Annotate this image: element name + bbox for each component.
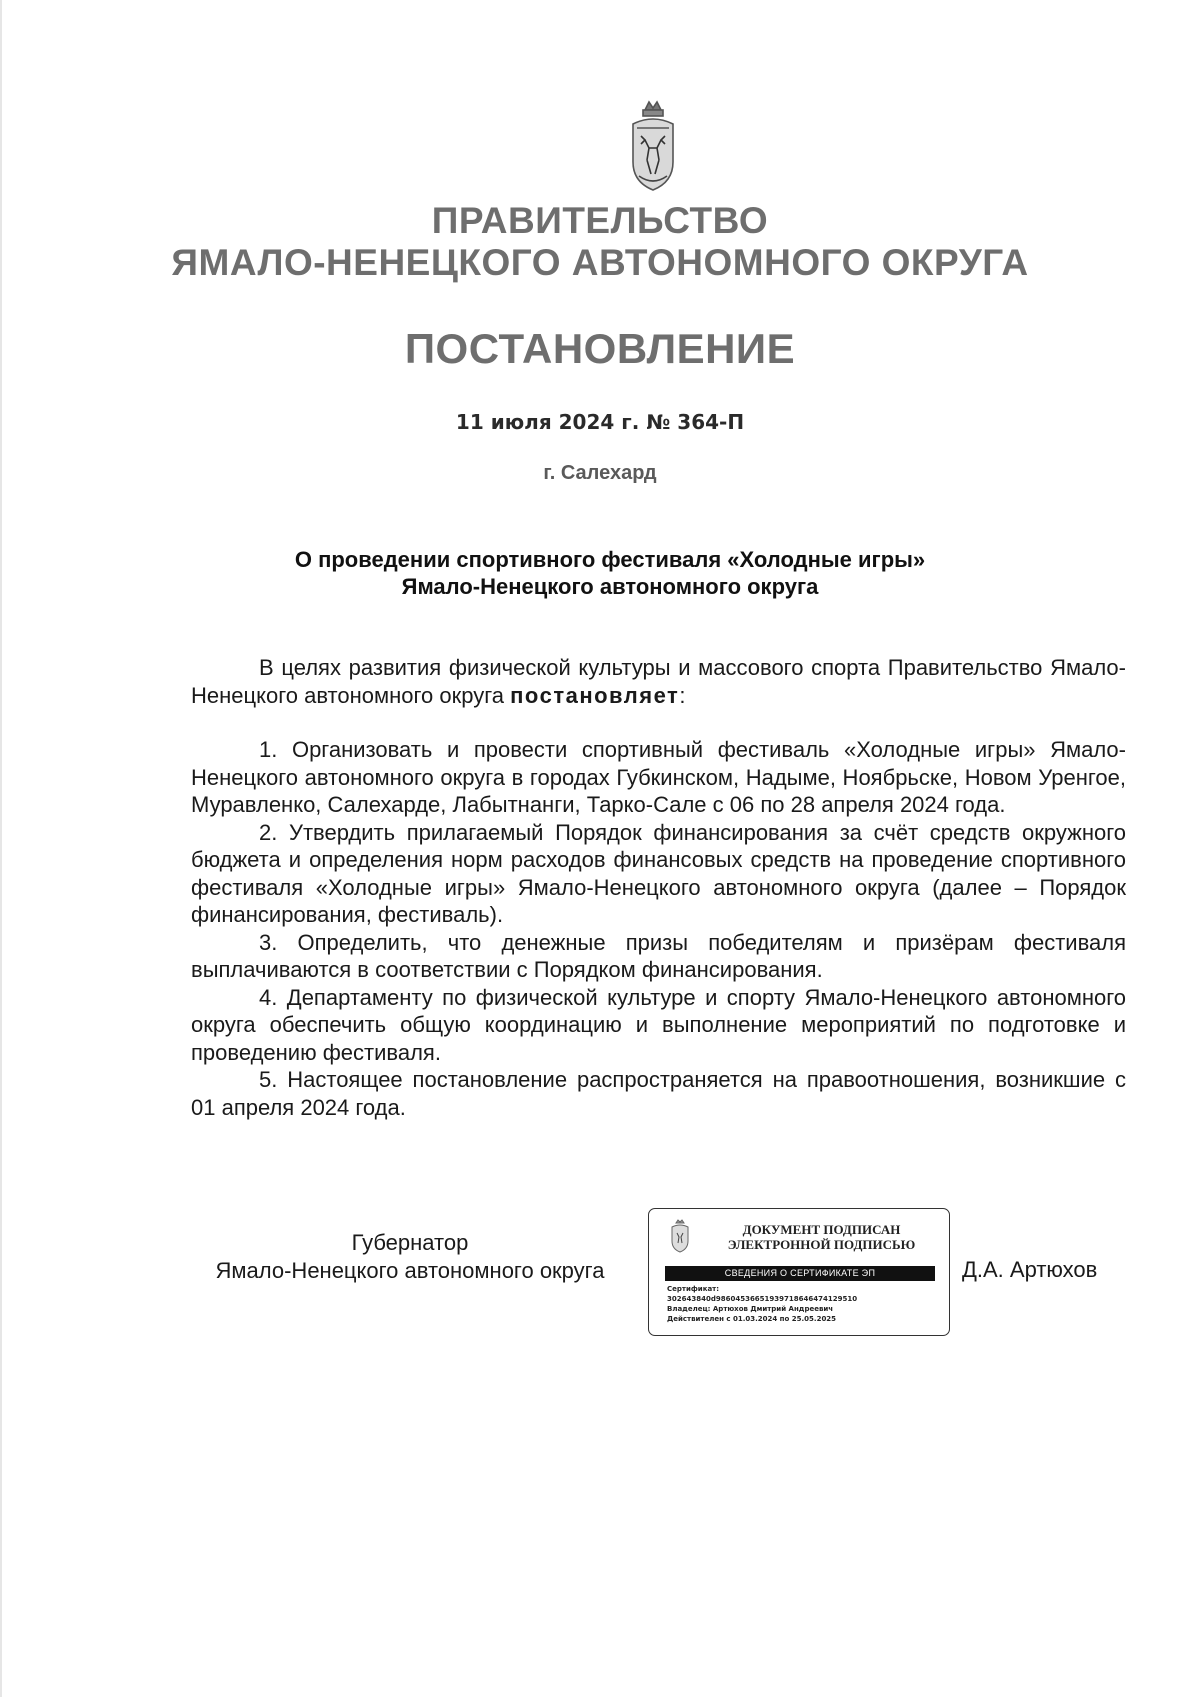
- organization-title-line2: ЯМАЛО-НЕНЕЦКОГО АВТОНОМНОГО ОКРУГА: [171, 242, 1029, 283]
- stamp-cert-number: 302643840d98604536651939718646474129510: [667, 1295, 858, 1303]
- resolution-item: 1. Организовать и провести спортивный фестиваль «Холодные игры» Ямало-Ненецкого автономного округа в городах Губкинском, Надыме, Ноябрьске, Новом Уренгое, Муравленко, Салехарде, Лабытнанги, Тарко-Сале с 06 по 28 апреля 2024 года.: [191, 737, 1126, 817]
- preamble-keyword: постановляет: [510, 682, 680, 708]
- document-type: ПОСТАНОВЛЕНИЕ: [404, 325, 796, 372]
- signatory-position-line2: Ямало-Ненецкого автономного округа: [215, 1258, 605, 1283]
- resolution-items: [191, 736, 1126, 1121]
- document-city: г. Салехард: [543, 462, 657, 484]
- preamble-tail: :: [679, 682, 686, 708]
- signatory-position-line1: Губернатор: [351, 1230, 469, 1255]
- signatory-position: [180, 1229, 640, 1285]
- preamble: [191, 654, 1126, 709]
- resolution-item: 3. Определить, что денежные призы победителям и призёрам фестиваля выплачиваются в соответствии с Порядком финансирования.: [191, 929, 1126, 982]
- coat-of-arms-icon: [669, 1219, 691, 1253]
- preamble-paragraph: [191, 654, 1126, 709]
- preamble-text: В целях развития физической культуры и массового спорта Правительство Ямало-Ненецкого автономного округа: [191, 655, 1126, 708]
- subject-line1: О проведении спортивного фестиваля «Холодные игры»: [294, 547, 926, 572]
- organization-title-line1: ПРАВИТЕЛЬСТВО: [431, 200, 769, 241]
- signatory-name: Д.А. Артюхов: [962, 1257, 1098, 1282]
- stamp-title: [704, 1222, 939, 1252]
- document-subject: [190, 546, 1030, 600]
- stamp-certificate-header: СВЕДЕНИЯ О СЕРТИФИКАТЕ ЭП: [665, 1266, 935, 1281]
- electronic-signature-stamp: [648, 1208, 950, 1336]
- resolution-item: 2. Утвердить прилагаемый Порядок финансирования за счёт средств окружного бюджета и определения норм расходов финансовых средств на проведение спортивного фестиваля «Холодные игры» Ямало-Ненецкого автономного округа (далее – Порядок финансирования, фестиваль).: [191, 819, 1126, 927]
- stamp-owner: Владелец: Артюхов Дмитрий Андреевич: [667, 1305, 834, 1313]
- stamp-cert-label: Сертификат:: [667, 1285, 720, 1293]
- stamp-title-line2: ЭЛЕКТРОННОЙ ПОДПИСЬЮ: [727, 1237, 916, 1252]
- document-date-number: 11 июля 2024 г. № 364-П: [455, 410, 745, 434]
- stamp-validity: Действителен с 01.03.2024 по 25.05.2025: [667, 1315, 837, 1323]
- resolution-item: 5. Настоящее постановление распространяется на правоотношения, возникшие с 01 апреля 2024 года.: [191, 1067, 1126, 1120]
- stamp-certificate-details: [667, 1284, 943, 1324]
- resolution-item: 4. Департаменту по физической культуре и спорту Ямало-Ненецкого автономного округа обеспечить общую координацию и выполнение мероприятий по подготовке и проведению фестиваля.: [191, 984, 1126, 1065]
- coat-of-arms-icon: [627, 100, 679, 196]
- stamp-title-line1: ДОКУМЕНТ ПОДПИСАН: [742, 1222, 901, 1237]
- subject-line2: Ямало-Ненецкого автономного округа: [401, 574, 819, 599]
